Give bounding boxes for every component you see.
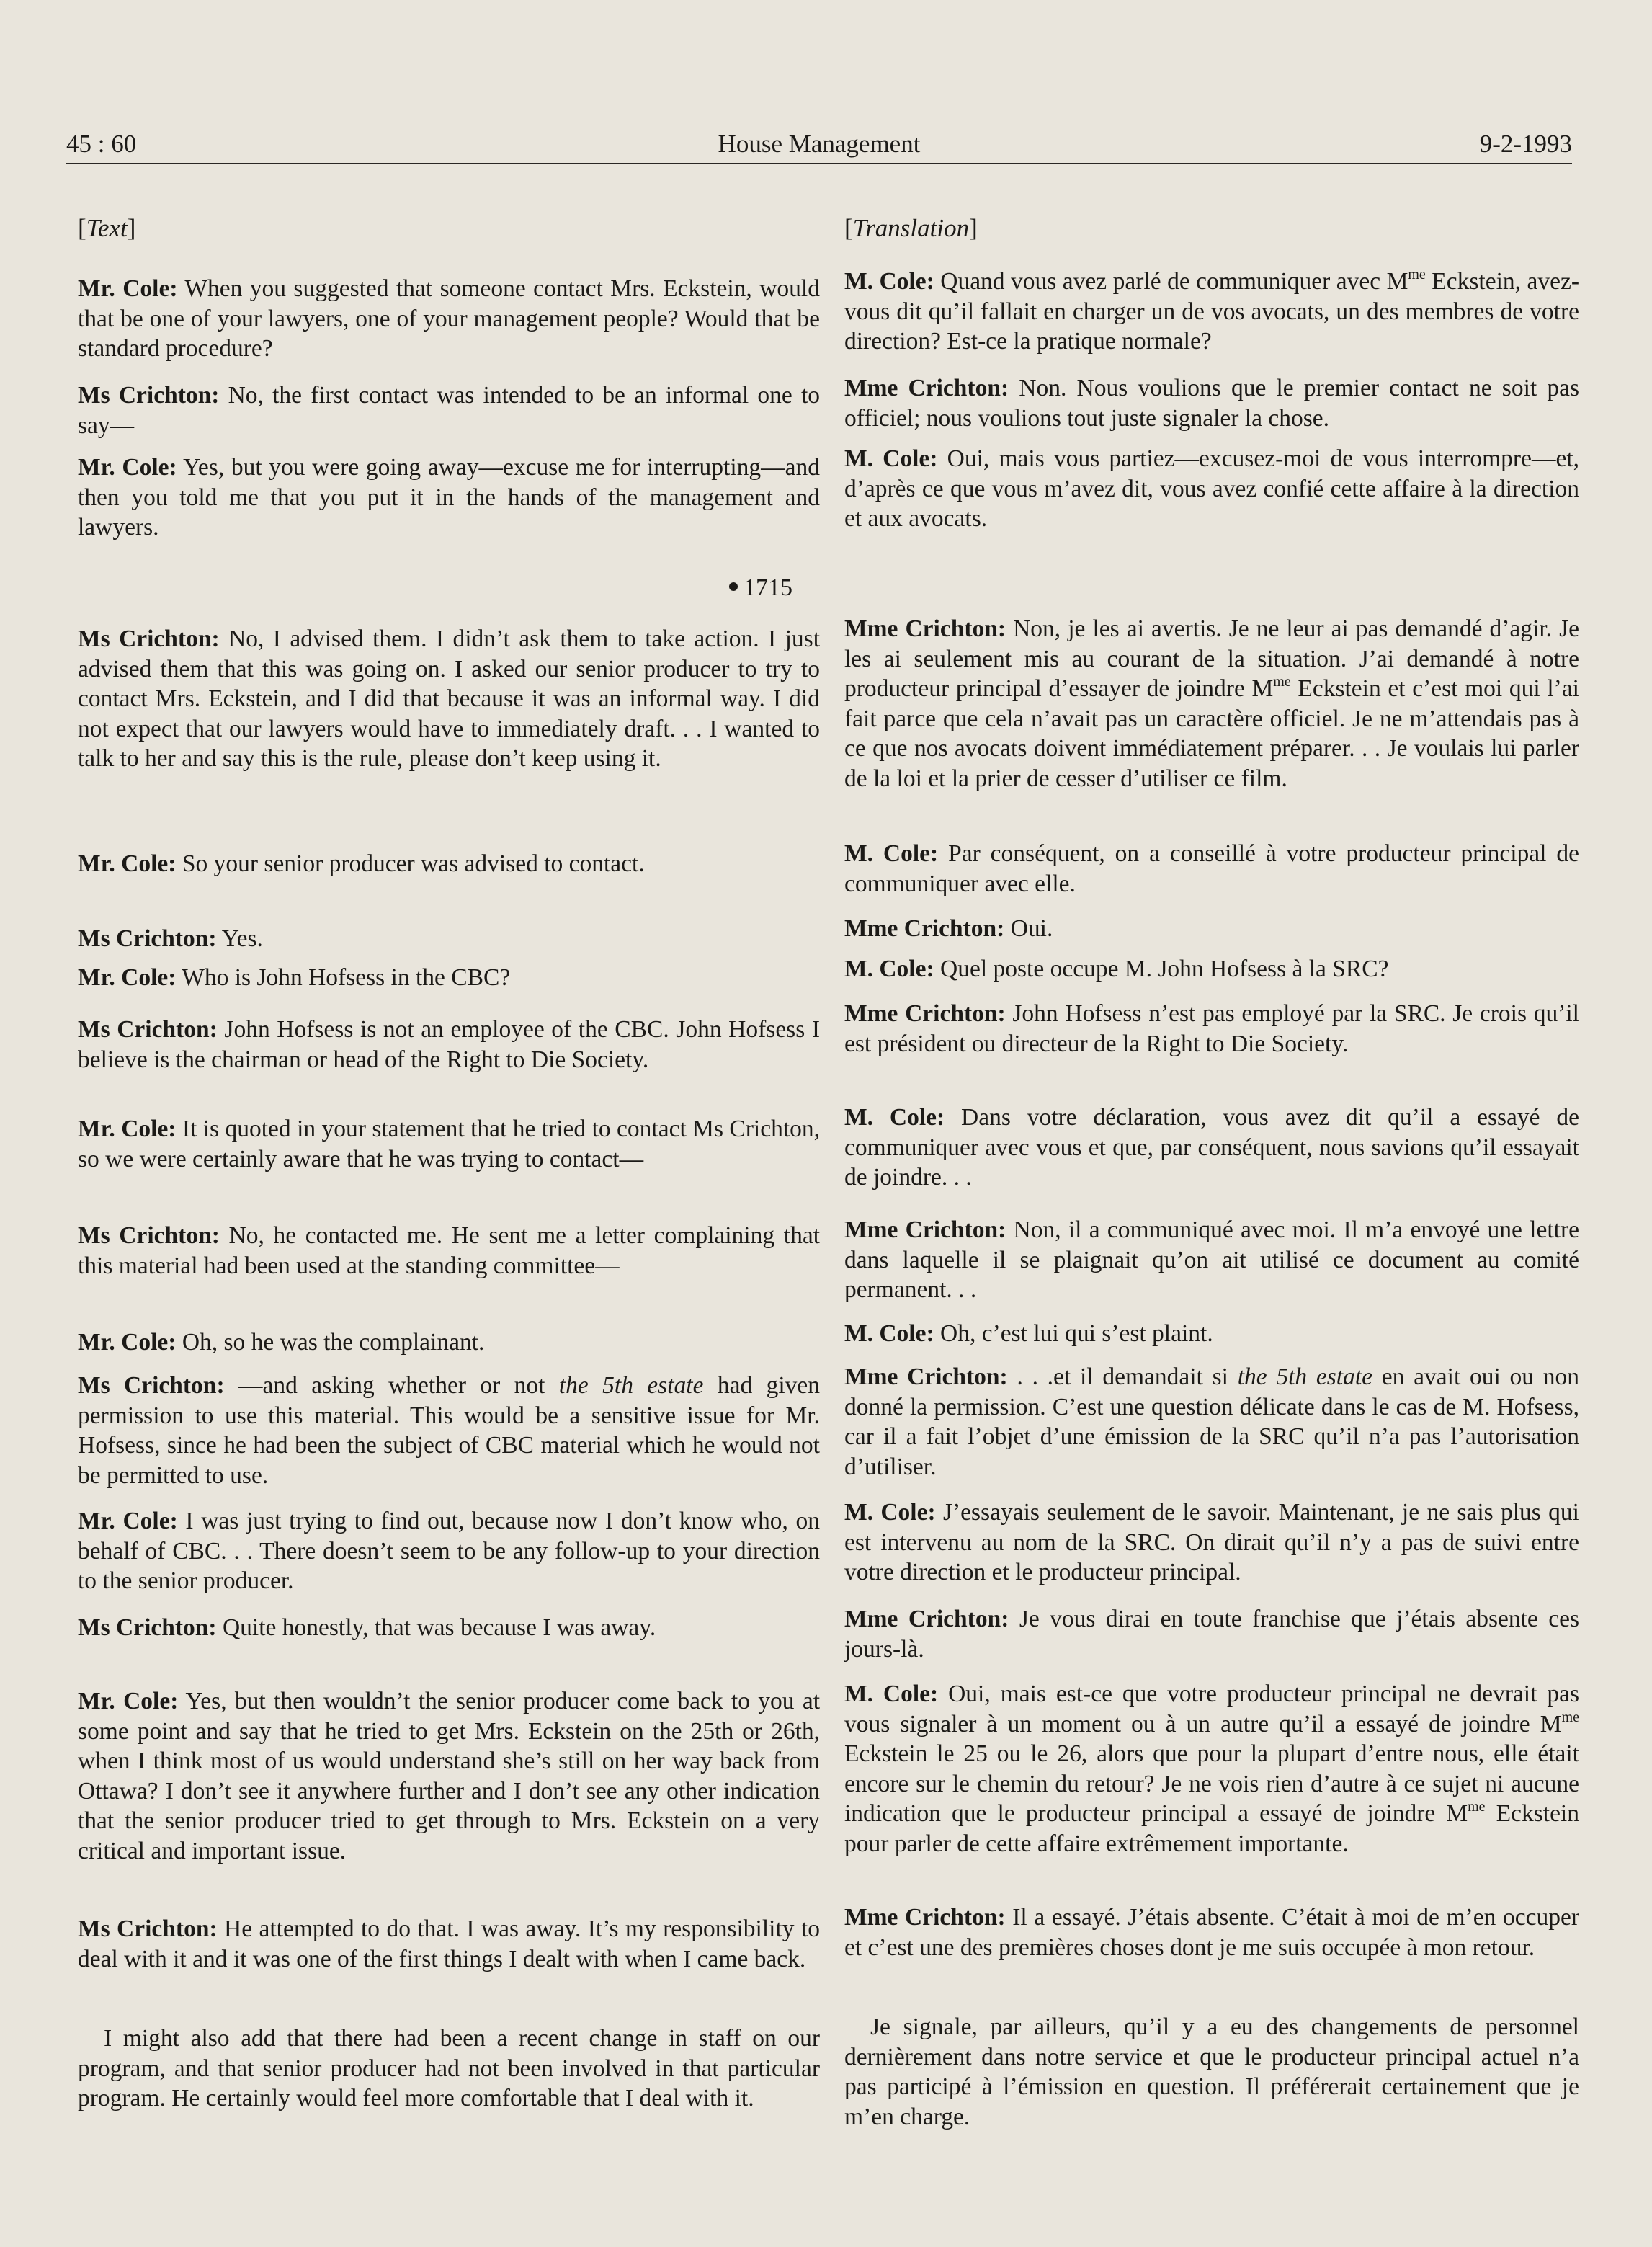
paragraph: Ms Crichton: Yes. [78,925,263,952]
paragraph: M. Cole: Quel poste occupe M. John Hofsess à la SRC? [844,956,1389,982]
paragraph: Mme Crichton: Oui. [844,915,1053,942]
paragraph: Ms Crichton: John Hofsess is not an employee of the CBC. John Hofsess I believe is the chairman or head of the Right to Die Society. [78,1016,821,1073]
paragraph: Mme Crichton: Je vous dirai en toute franchise que j’étais absente ces jours-là. [844,1606,1579,1663]
paragraph: M. Cole: Dans votre déclaration, vous avez dit qu’il a essayé de communiquer avec vous et que, par conséquent, nous savions qu’il essayait de joindre. . . [844,1104,1580,1191]
paragraph: Mr. Cole: Yes, but you were going away—excuse me for interrupting—and then you told me that you put it in the hands of the management and lawyers. [78,454,820,541]
paragraph: Mme Crichton: Il a essayé. J’étais absente. C’était à moi de m’en occuper et c’est une des premières choses dont je me suis occupée à mon retour. [844,1904,1579,1961]
paragraph: M. Cole: Par conséquent, on a conseillé à votre producteur principal de communiquer avec elle. [844,840,1579,897]
paragraph: Mme Crichton: Non, je les ai avertis. Je ne leur ai pas demandé d’agir. Je les ai seulement mis au courant de la situation. J’ai demandé à notre producteur principal d’essayer de joindre $M^{me}$ Eckstein et c’est moi qui l’ai fait parce que cela n’avait pas un caractère officiel. Je ne m’attendais pas à ce que nos avocats doivent immédiatement préparer. . . Je voulais lui parler de la loi et la prier de cesser d’utiliser ce film. [844,615,1580,792]
paragraph: Mr. Cole: Oh, so he was the complainant. [78,1329,485,1356]
section-tag-text: [Text] [78,214,136,242]
paragraph: Ms Crichton: —and asking whether or not the 5th estate had given permission to use this material. This would be a sensitive issue for Mr. Hofsess, since he had been the subject of CBC material which he would not be permitted to use. [78,1372,821,1489]
paragraph: Mme Crichton: . . .et il demandait si the 5th estate en avait oui ou non donné la permission. C’est une question délicate dans le cas de M. Hofsess, car il a fait l’objet d’une émission de la SRC qu’il n’a pas l’autorisation d’utiliser. [844,1363,1580,1480]
paragraph: Ms Crichton: No, the first contact was intended to be an informal one to say— [78,382,821,439]
paragraph: Mme Crichton: John Hofsess n’est pas employé par la SRC. Je crois qu’il est président ou directeur de la Right to Die Society. [844,1000,1579,1057]
paragraph: M. Cole: Oh, c’est lui qui s’est plaint. [844,1320,1213,1347]
paragraph: Mr. Cole: I was just trying to find out, because now I don’t know who, on behalf of CBC. . . There doesn’t seem to be any follow-up to your direction to the senior producer. [78,1508,820,1595]
paragraph: M. Cole: Quand vous avez parlé de communiquer avec $M^{me}$ Eckstein, avez-vous dit qu’il fallait en charger un de vos avocats, un des membres de votre direction? Est-ce la pratique normale? [844,267,1580,355]
paragraph: Mr. Cole: It is quoted in your statement that he tried to contact Ms Crichton, so we were certainly aware that he was trying to contact— [78,1116,820,1173]
paragraph: Mme Crichton: Non. Nous voulions que le premier contact ne soit pas officiel; nous voulions tout juste signaler la chose. [844,375,1579,432]
page-number: 45 : 60 [66,130,137,158]
paragraph: Mr. Cole: When you suggested that someone contact Mrs. Eckstein, would that be one of your lawyers, one of your management people? Would that be standard procedure? [78,275,820,362]
header-title: House Management [718,130,921,158]
paragraph: Mme Crichton: Non, il a communiqué avec moi. Il m’a envoyé une lettre dans laquelle il se plaignait qu’on ait utilisé ce document au comité permanent. . . [844,1216,1579,1304]
bullet-icon [729,582,738,591]
paragraph: I might also add that there had been a recent change in staff on our program, and that senior producer had not been involved in that particular program. He certainly would feel more comfortable that I deal with it. [78,2025,820,2112]
header-date: 9-2-1993 [1479,130,1572,158]
paragraph: Ms Crichton: No, he contacted me. He sent me a letter complaining that this material had been used at the standing committee— [78,1222,820,1279]
time-marker: 1715 [729,574,792,602]
paragraph: Ms Crichton: He attempted to do that. I was away. It’s my responsibility to deal with it and it was one of the first things I dealt with when I came back. [78,1915,820,1972]
paragraph: M. Cole: Oui, mais vous partiez—excusez-moi de vous interrompre—et, d’après ce que vous m’avez dit, vous avez confié cette affaire à la direction et aux avocats. [844,445,1579,533]
paragraph: Mr. Cole: Yes, but then wouldn’t the senior producer come back to you at some point and say that he tried to get Mrs. Eckstein on the 25th or 26th, when I think most of us would understand she’s still on her way back from Ottawa? I don’t see it anywhere further and I don’t see any other indication that the senior producer tried to get through to Mrs. Eckstein on a very critical and important issue. [78,1688,821,1864]
running-header [66,125,1572,164]
paragraph: M. Cole: J’essayais seulement de le savoir. Maintenant, je ne sais plus qui est intervenu au nom de la SRC. On dirait qu’il n’y a pas de suivi entre votre direction et le producteur principal. [844,1499,1579,1586]
paragraph: M. Cole: Oui, mais est-ce que votre producteur principal ne devrait pas vous signaler à un moment ou à un autre qu’il a essayé de joindre $M^{me}$ Eckstein le 25 ou le 26, alors que pour la plupart d’entre nous, elle était encore sur le chemin du retour? Je ne vois rien d’autre à ce sujet ni aucune indication que le producteur principal a essayé de joindre $M^{me}$ Eckstein pour parler de cette affaire extrêmement importante. [844,1681,1579,1857]
paragraph: Ms Crichton: Quite honestly, that was because I was away. [78,1614,656,1641]
paragraph: Je signale, par ailleurs, qu’il y a eu des changements de personnel dernièrement dans notre service et que le producteur principal actuel n’a pas participé à l’émission en question. Il préférerait certainement que je m’en charge. [844,2014,1579,2130]
section-tag-translation: [Translation] [844,214,978,242]
paragraph: Mr. Cole: So your senior producer was advised to contact. [78,850,645,877]
paragraph: Mr. Cole: Who is John Hofsess in the CBC? [78,964,511,991]
paragraph: Ms Crichton: No, I advised them. I didn’t ask them to take action. I just advised them that this was going on. I asked our senior producer to try to contact Mrs. Eckstein, and I did that because it was an informal way. I did not expect that our lawyers would have to immediately draft. . . I wanted to talk to her and say this is the rule, please don’t keep using it. [78,626,821,773]
